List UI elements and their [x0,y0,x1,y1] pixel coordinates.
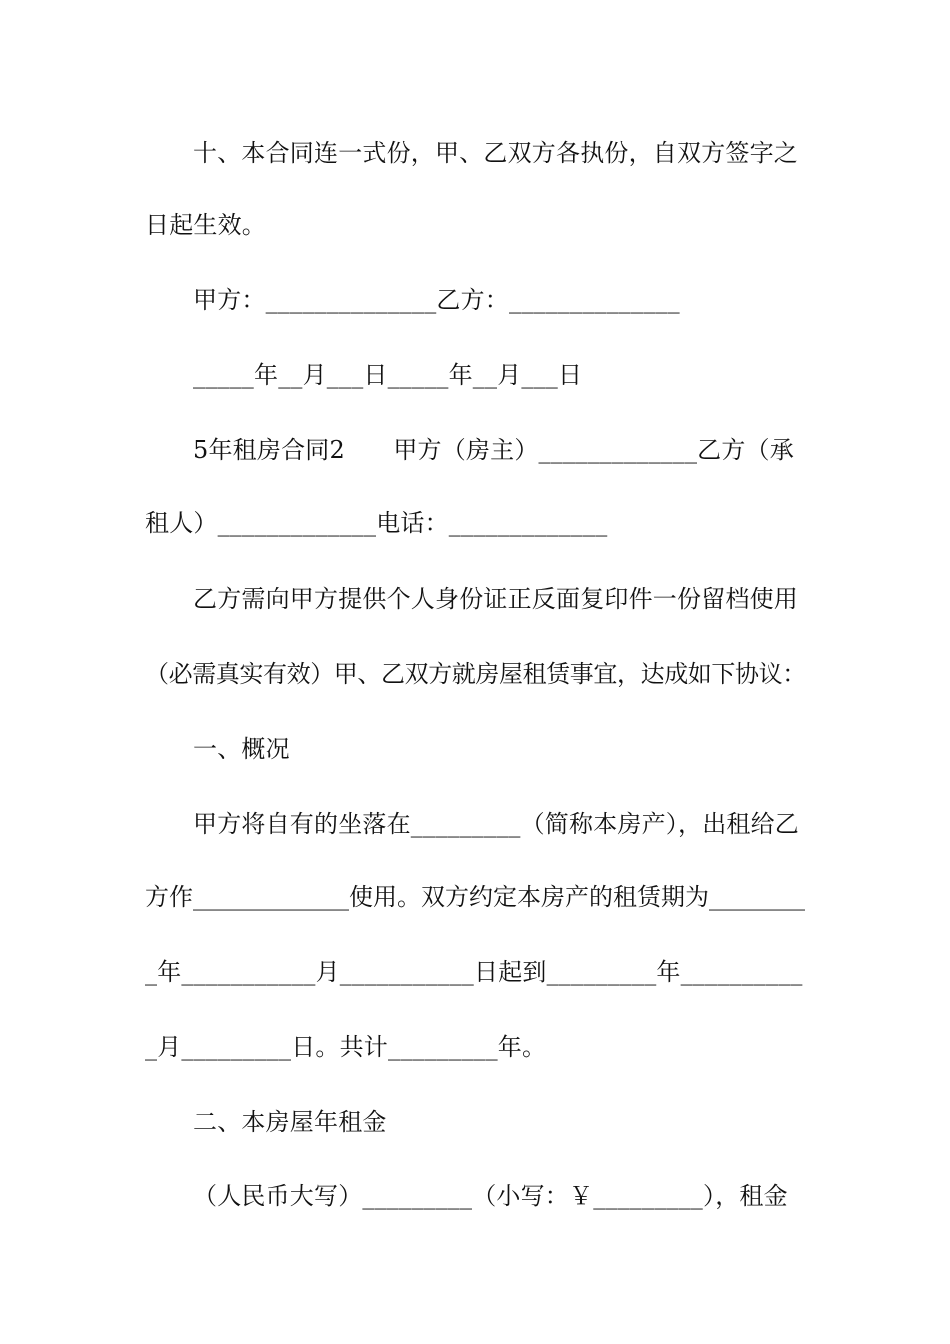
id-copy-line-2: （必需真实有效）甲、乙双方就房屋租赁事宜，达成如下协议： [145,660,806,688]
rent-amount-line: （人民币大写）_________（小写：￥_________），租金 [193,1182,788,1210]
tenant-phone-line: 租人）_____________电话：_____________ [145,509,608,537]
section-two-heading: 二、本房屋年租金 [193,1108,387,1136]
id-copy-line-1: 乙方需向甲方提供个人身份证正反面复印件一份留档使用 [193,585,798,613]
signature-date-line: _____年__月___日_____年__月___日 [193,361,583,389]
clause-ten-line-1: 十、本合同连一式份，甲、乙双方各执份，自双方签字之 [193,139,798,167]
lease-term-line-2: _月_________日。共计_________年。 [145,1033,547,1061]
contract-two-header-line: 5年租房合同2 甲方（房主）_____________乙方（承 [193,436,794,464]
lease-term-line-1: _年___________月___________日起到_________年__________ [145,958,803,986]
signature-parties-line: 甲方：______________乙方：______________ [193,286,680,314]
clause-ten-line-2: 日起生效。 [145,211,266,239]
section-one-heading: 一、概况 [193,735,290,763]
property-line-1: 甲方将自有的坐落在_________（简称本房产），出租给乙 [193,810,799,838]
property-line-2: 方作_____________使用。双方约定本房产的租赁期为________ [145,883,805,911]
